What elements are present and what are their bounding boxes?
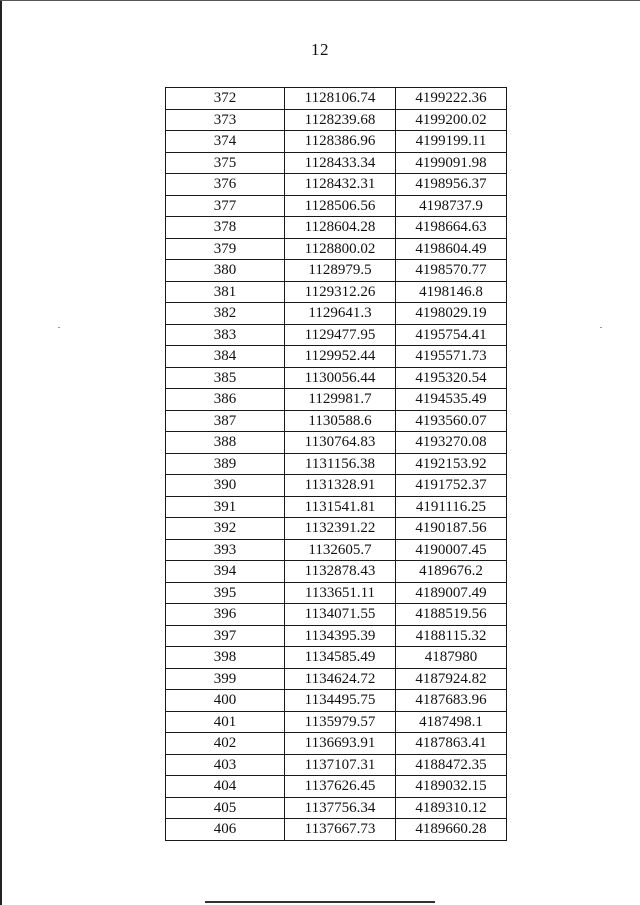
table-row [166, 346, 507, 368]
table-row [166, 324, 507, 346]
scan-speck [600, 327, 602, 328]
point-number-cell: 380 [166, 260, 285, 282]
table-row [166, 754, 507, 776]
x-coordinate-cell: 1133651.11 [285, 582, 396, 604]
y-coordinate-cell: 4189676.2 [396, 561, 507, 583]
x-coordinate-cell: 1131156.38 [285, 453, 396, 475]
point-number-cell: 372 [166, 88, 285, 110]
page-edge-left [0, 0, 2, 905]
x-coordinate-cell: 1134071.55 [285, 604, 396, 626]
x-coordinate-cell: 1128432.31 [285, 174, 396, 196]
x-coordinate-cell: 1129952.44 [285, 346, 396, 368]
point-number-cell: 375 [166, 152, 285, 174]
y-coordinate-cell: 4189007.49 [396, 582, 507, 604]
table-row [166, 539, 507, 561]
point-number-cell: 374 [166, 131, 285, 153]
y-coordinate-cell: 4190187.56 [396, 518, 507, 540]
x-coordinate-cell: 1131541.81 [285, 496, 396, 518]
x-coordinate-cell: 1128386.96 [285, 131, 396, 153]
x-coordinate-cell: 1129477.95 [285, 324, 396, 346]
y-coordinate-cell: 4198664.63 [396, 217, 507, 239]
table-row [166, 238, 507, 260]
point-number-cell: 381 [166, 281, 285, 303]
table-row [166, 604, 507, 626]
y-coordinate-cell: 4187980 [396, 647, 507, 669]
x-coordinate-cell: 1129312.26 [285, 281, 396, 303]
x-coordinate-cell: 1135979.57 [285, 711, 396, 733]
x-coordinate-cell: 1129641.3 [285, 303, 396, 325]
point-number-cell: 383 [166, 324, 285, 346]
x-coordinate-cell: 1128506.56 [285, 195, 396, 217]
x-coordinate-cell: 1134585.49 [285, 647, 396, 669]
y-coordinate-cell: 4198604.49 [396, 238, 507, 260]
table-row [166, 690, 507, 712]
table-row [166, 367, 507, 389]
y-coordinate-cell: 4188115.32 [396, 625, 507, 647]
table-row [166, 647, 507, 669]
table-row [166, 733, 507, 755]
table-row [166, 432, 507, 454]
point-number-cell: 387 [166, 410, 285, 432]
table-row [166, 303, 507, 325]
y-coordinate-cell: 4199091.98 [396, 152, 507, 174]
table-row [166, 453, 507, 475]
y-coordinate-cell: 4192153.92 [396, 453, 507, 475]
coordinates-table [165, 87, 507, 841]
point-number-cell: 394 [166, 561, 285, 583]
table-row [166, 389, 507, 411]
point-number-cell: 390 [166, 475, 285, 497]
point-number-cell: 400 [166, 690, 285, 712]
y-coordinate-cell: 4195320.54 [396, 367, 507, 389]
table-row [166, 281, 507, 303]
table-row [166, 819, 507, 841]
y-coordinate-cell: 4198029.19 [396, 303, 507, 325]
table-row [166, 217, 507, 239]
y-coordinate-cell: 4190007.45 [396, 539, 507, 561]
y-coordinate-cell: 4189660.28 [396, 819, 507, 841]
scan-speck [58, 327, 60, 328]
table-row [166, 711, 507, 733]
point-number-cell: 384 [166, 346, 285, 368]
table-row [166, 496, 507, 518]
point-number-cell: 382 [166, 303, 285, 325]
point-number-cell: 386 [166, 389, 285, 411]
x-coordinate-cell: 1128979.5 [285, 260, 396, 282]
y-coordinate-cell: 4193270.08 [396, 432, 507, 454]
y-coordinate-cell: 4189310.12 [396, 797, 507, 819]
point-number-cell: 405 [166, 797, 285, 819]
y-coordinate-cell: 4188472.35 [396, 754, 507, 776]
x-coordinate-cell: 1132391.22 [285, 518, 396, 540]
x-coordinate-cell: 1137107.31 [285, 754, 396, 776]
x-coordinate-cell: 1128239.68 [285, 109, 396, 131]
x-coordinate-cell: 1137626.45 [285, 776, 396, 798]
table-row [166, 260, 507, 282]
y-coordinate-cell: 4195571.73 [396, 346, 507, 368]
x-coordinate-cell: 1130588.6 [285, 410, 396, 432]
table-row [166, 625, 507, 647]
page-number: 12 [311, 40, 329, 59]
x-coordinate-cell: 1128433.34 [285, 152, 396, 174]
point-number-cell: 398 [166, 647, 285, 669]
y-coordinate-cell: 4187924.82 [396, 668, 507, 690]
x-coordinate-cell: 1134624.72 [285, 668, 396, 690]
x-coordinate-cell: 1137756.34 [285, 797, 396, 819]
point-number-cell: 388 [166, 432, 285, 454]
point-number-cell: 392 [166, 518, 285, 540]
point-number-cell: 399 [166, 668, 285, 690]
y-coordinate-cell: 4193560.07 [396, 410, 507, 432]
point-number-cell: 385 [166, 367, 285, 389]
y-coordinate-cell: 4195754.41 [396, 324, 507, 346]
point-number-cell: 397 [166, 625, 285, 647]
x-coordinate-cell: 1128800.02 [285, 238, 396, 260]
table-row [166, 195, 507, 217]
y-coordinate-cell: 4191752.37 [396, 475, 507, 497]
x-coordinate-cell: 1132878.43 [285, 561, 396, 583]
table-row [166, 410, 507, 432]
point-number-cell: 379 [166, 238, 285, 260]
y-coordinate-cell: 4194535.49 [396, 389, 507, 411]
x-coordinate-cell: 1134495.75 [285, 690, 396, 712]
point-number-cell: 389 [166, 453, 285, 475]
point-number-cell: 378 [166, 217, 285, 239]
x-coordinate-cell: 1132605.7 [285, 539, 396, 561]
table-row [166, 109, 507, 131]
x-coordinate-cell: 1129981.7 [285, 389, 396, 411]
table-row [166, 561, 507, 583]
x-coordinate-cell: 1130056.44 [285, 367, 396, 389]
table-row [166, 582, 507, 604]
coordinates-table-body [166, 88, 507, 841]
y-coordinate-cell: 4198146.8 [396, 281, 507, 303]
table-row [166, 88, 507, 110]
y-coordinate-cell: 4198737.9 [396, 195, 507, 217]
table-row [166, 797, 507, 819]
y-coordinate-cell: 4189032.15 [396, 776, 507, 798]
x-coordinate-cell: 1134395.39 [285, 625, 396, 647]
y-coordinate-cell: 4187683.96 [396, 690, 507, 712]
x-coordinate-cell: 1137667.73 [285, 819, 396, 841]
page-edge-top [0, 0, 640, 1]
y-coordinate-cell: 4187863.41 [396, 733, 507, 755]
point-number-cell: 402 [166, 733, 285, 755]
x-coordinate-cell: 1128106.74 [285, 88, 396, 110]
point-number-cell: 403 [166, 754, 285, 776]
y-coordinate-cell: 4187498.1 [396, 711, 507, 733]
y-coordinate-cell: 4199199.11 [396, 131, 507, 153]
table-row [166, 131, 507, 153]
y-coordinate-cell: 4198570.77 [396, 260, 507, 282]
point-number-cell: 391 [166, 496, 285, 518]
scan-edge-mark [205, 901, 435, 903]
point-number-cell: 401 [166, 711, 285, 733]
table-row [166, 475, 507, 497]
point-number-cell: 396 [166, 604, 285, 626]
y-coordinate-cell: 4188519.56 [396, 604, 507, 626]
point-number-cell: 395 [166, 582, 285, 604]
table-row [166, 776, 507, 798]
y-coordinate-cell: 4198956.37 [396, 174, 507, 196]
y-coordinate-cell: 4191116.25 [396, 496, 507, 518]
point-number-cell: 406 [166, 819, 285, 841]
table-row [166, 518, 507, 540]
table-row [166, 668, 507, 690]
y-coordinate-cell: 4199222.36 [396, 88, 507, 110]
x-coordinate-cell: 1131328.91 [285, 475, 396, 497]
y-coordinate-cell: 4199200.02 [396, 109, 507, 131]
x-coordinate-cell: 1130764.83 [285, 432, 396, 454]
point-number-cell: 373 [166, 109, 285, 131]
table-row [166, 152, 507, 174]
x-coordinate-cell: 1128604.28 [285, 217, 396, 239]
table-row [166, 174, 507, 196]
x-coordinate-cell: 1136693.91 [285, 733, 396, 755]
point-number-cell: 404 [166, 776, 285, 798]
point-number-cell: 393 [166, 539, 285, 561]
point-number-cell: 377 [166, 195, 285, 217]
point-number-cell: 376 [166, 174, 285, 196]
